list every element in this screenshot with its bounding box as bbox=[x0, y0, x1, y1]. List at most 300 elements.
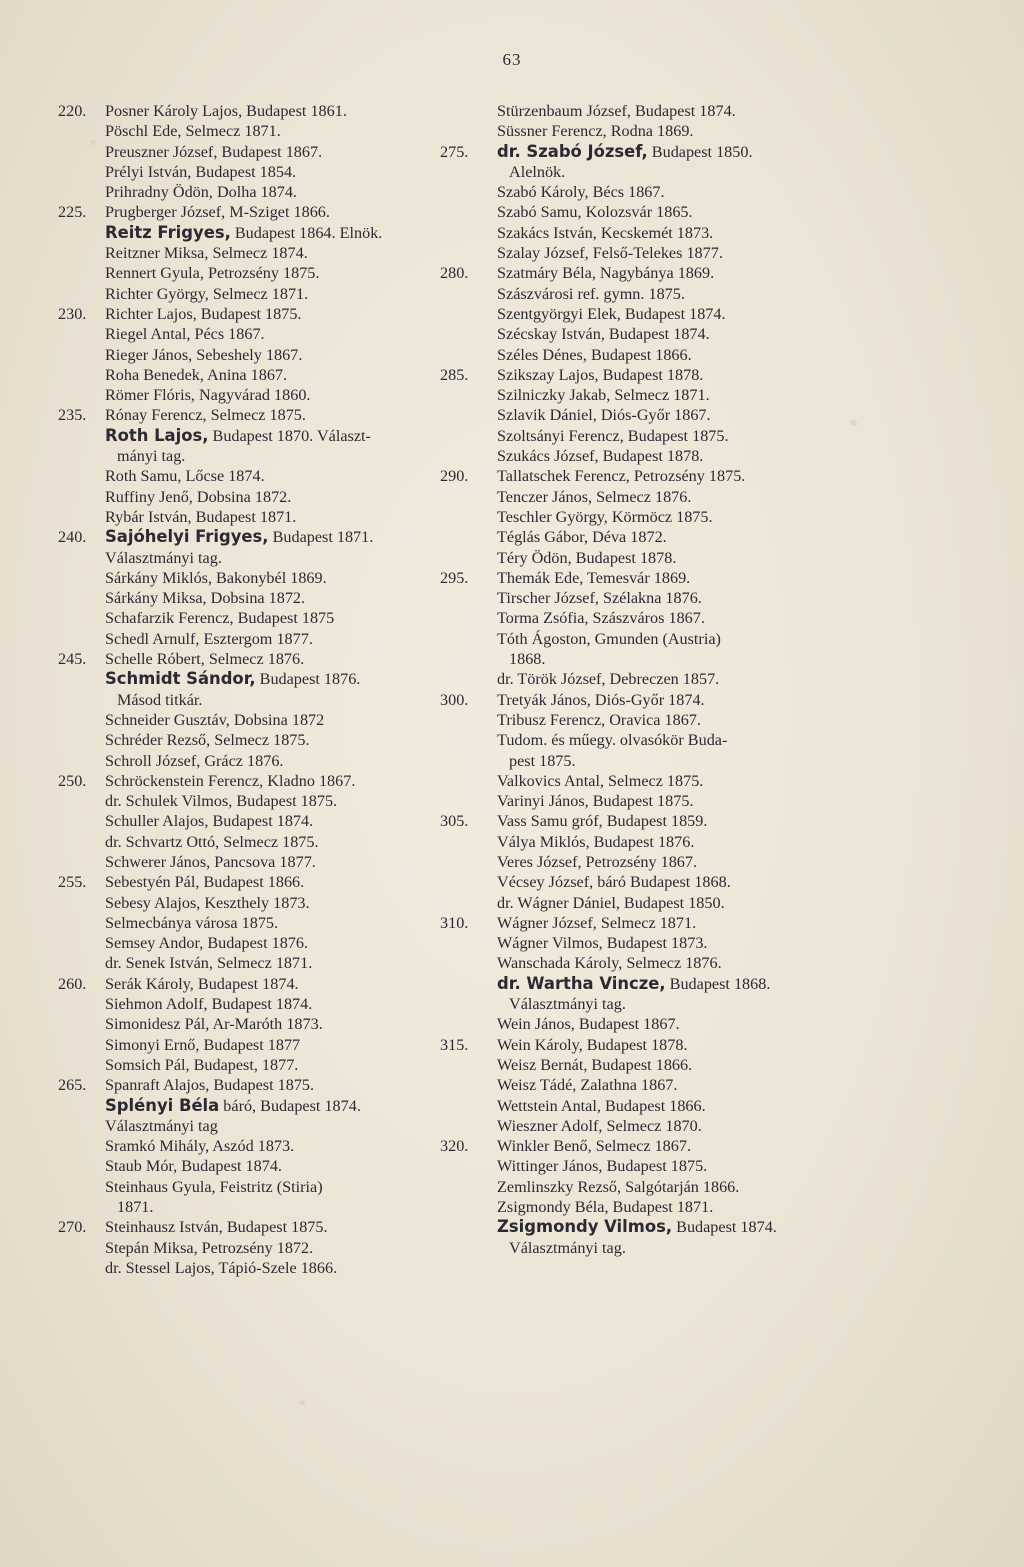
entry-text bbox=[105, 771, 355, 791]
entry-text bbox=[105, 872, 304, 892]
member-entry bbox=[440, 933, 860, 953]
officer-name: dr. Wartha Vincze, bbox=[497, 973, 666, 993]
member-entry bbox=[58, 811, 488, 831]
entry-detail: Stürzenbaum József, Budapest 1874. bbox=[497, 102, 736, 120]
member-entry bbox=[58, 568, 488, 588]
entry-text bbox=[497, 1217, 777, 1237]
entry-text bbox=[497, 771, 703, 791]
entry-number: 305. bbox=[440, 812, 469, 831]
member-entry bbox=[58, 304, 488, 324]
entry-text bbox=[497, 284, 685, 304]
entry-detail: Staub Mór, Budapest 1874. bbox=[105, 1157, 282, 1176]
entry-number: 295. bbox=[440, 568, 469, 587]
member-entry bbox=[58, 507, 488, 527]
entry-detail: Prihradny Ödön, Dolha 1874. bbox=[105, 183, 297, 202]
entry-detail: Vályа Miklós, Budapest 1876. bbox=[497, 832, 695, 851]
entry-number: 255. bbox=[58, 873, 87, 892]
entry-number: 275. bbox=[440, 142, 469, 161]
member-entry bbox=[58, 1116, 488, 1136]
entry-detail: dr. Senek István, Selmecz 1871. bbox=[105, 954, 313, 973]
member-entry bbox=[440, 548, 860, 568]
entry-detail: Tudom. és műegy. olvasókör Buda- bbox=[497, 731, 728, 750]
entry-detail: Schröckenstein Ferencz, Kladno 1867. bbox=[105, 771, 356, 790]
officer-name: dr. Szabó József, bbox=[497, 141, 648, 161]
entry-text bbox=[105, 1258, 337, 1278]
member-entry bbox=[58, 974, 488, 994]
entry-text bbox=[105, 690, 202, 710]
entry-number: 240. bbox=[58, 528, 87, 547]
entry-text bbox=[497, 263, 714, 283]
entry-text bbox=[497, 243, 723, 263]
member-entry bbox=[440, 223, 860, 243]
entry-text bbox=[497, 1035, 688, 1055]
member-entry bbox=[440, 1055, 860, 1075]
entry-text bbox=[105, 588, 305, 608]
member-entry bbox=[440, 466, 860, 486]
member-entry bbox=[440, 669, 860, 689]
member-entry bbox=[440, 1177, 860, 1197]
member-entry bbox=[440, 507, 860, 527]
entry-detail: Steinhausz István, Budapest 1875. bbox=[105, 1218, 328, 1237]
member-entry bbox=[440, 811, 860, 831]
entry-text bbox=[497, 994, 626, 1014]
entry-text bbox=[105, 223, 382, 243]
entry-detail: Másod titkár. bbox=[117, 690, 203, 709]
entry-number: 300. bbox=[440, 690, 469, 709]
entry-detail: Tóth Ágoston, Gmunden (Austria) bbox=[497, 629, 721, 648]
entry-detail: Szatmáry Béla, Nagybánya 1869. bbox=[497, 264, 715, 283]
member-entry bbox=[440, 1217, 860, 1237]
entry-detail: Szlavik Dániel, Diós-Győr 1867. bbox=[497, 406, 711, 425]
entry-detail: Téglás Gábor, Déva 1872. bbox=[497, 528, 667, 547]
entry-text bbox=[497, 811, 707, 831]
entry-detail: Szabó Samu, Kolozsvár 1865. bbox=[497, 203, 693, 222]
entry-number: 220. bbox=[58, 102, 87, 120]
entry-detail: dr. Schulek Vilmos, Budapest 1875. bbox=[105, 792, 338, 811]
member-entry bbox=[440, 162, 860, 182]
entry-text bbox=[497, 507, 713, 527]
entry-detail: Wieszner Adolf, Selmecz 1870. bbox=[497, 1116, 702, 1135]
entry-text bbox=[105, 649, 304, 669]
entry-detail: Schwerer János, Pancsova 1877. bbox=[105, 852, 316, 871]
entry-text bbox=[105, 933, 308, 953]
entry-text bbox=[497, 304, 726, 324]
entry-text bbox=[497, 953, 722, 973]
member-entry bbox=[58, 1096, 488, 1116]
entry-text bbox=[105, 730, 310, 750]
member-entry bbox=[58, 771, 488, 791]
entry-number: 290. bbox=[440, 467, 469, 486]
member-entry bbox=[440, 629, 860, 649]
entry-detail: Sárkány Miksa, Dobsina 1872. bbox=[105, 589, 306, 608]
entry-text bbox=[497, 629, 721, 649]
member-list-left-column bbox=[58, 101, 488, 1278]
member-entry bbox=[58, 1217, 488, 1237]
member-entry bbox=[58, 1055, 488, 1075]
entry-number: 225. bbox=[58, 203, 87, 222]
entry-detail: Süssner Ferencz, Rodna 1869. bbox=[497, 122, 694, 141]
entry-detail: Zemlinszky Rezső, Salgótarján 1866. bbox=[497, 1177, 740, 1196]
entry-text bbox=[105, 913, 278, 933]
entry-text bbox=[105, 974, 299, 994]
entry-text bbox=[497, 791, 693, 811]
member-entry bbox=[58, 730, 488, 750]
entry-detail: Szentgyörgyi Elek, Budapest 1874. bbox=[497, 304, 726, 323]
entry-detail: Wittinger János, Budapest 1875. bbox=[497, 1157, 708, 1176]
entry-text bbox=[497, 1075, 677, 1095]
entry-text bbox=[497, 852, 697, 872]
entry-detail: Selmecbánya városa 1875. bbox=[105, 913, 279, 932]
member-entry bbox=[440, 974, 860, 994]
entry-detail: Prugberger József, M-Sziget 1866. bbox=[105, 203, 330, 222]
entry-text bbox=[497, 182, 665, 202]
member-entry bbox=[58, 426, 488, 446]
entry-detail: Budapest 1850. bbox=[647, 142, 753, 161]
entry-detail: Szakács István, Kecskemét 1873. bbox=[497, 223, 714, 242]
entry-detail: Wein János, Budapest 1867. bbox=[497, 1015, 680, 1034]
member-entry bbox=[440, 142, 860, 162]
entry-text bbox=[105, 345, 302, 365]
member-entry bbox=[440, 121, 860, 141]
member-entry bbox=[58, 446, 488, 466]
entry-text bbox=[105, 466, 265, 486]
entry-detail: Sárkány Miklós, Bakonybél 1869. bbox=[105, 568, 327, 587]
entry-number: 285. bbox=[440, 365, 469, 384]
member-entry bbox=[440, 1096, 860, 1116]
entry-detail: Szilniczky Jakab, Selmecz 1871. bbox=[497, 386, 710, 405]
entry-text bbox=[497, 933, 707, 953]
entry-text bbox=[105, 568, 327, 588]
member-entry bbox=[58, 466, 488, 486]
member-entry bbox=[58, 1014, 488, 1034]
entry-detail: Szalay József, Felső-Telekes 1877. bbox=[497, 244, 723, 263]
member-entry bbox=[58, 953, 488, 973]
entry-text bbox=[105, 527, 373, 547]
entry-detail: dr. Stessel Lajos, Tápió-Szele 1866. bbox=[105, 1258, 338, 1277]
entry-text bbox=[105, 1014, 323, 1034]
entry-text bbox=[105, 405, 306, 425]
entry-text bbox=[497, 426, 729, 446]
entry-detail: Schréder Rezső, Selmecz 1875. bbox=[105, 731, 310, 750]
entry-detail: Rennert Gyula, Petrozsény 1875. bbox=[105, 264, 320, 283]
entry-detail: Tenczer János, Selmecz 1876. bbox=[497, 487, 692, 506]
entry-text bbox=[105, 629, 313, 649]
entry-detail: Rieger János, Sebeshely 1867. bbox=[105, 345, 303, 364]
officer-name: Sajóhelyi Frigyes, bbox=[105, 527, 269, 547]
entry-detail: Választmányi tag bbox=[105, 1116, 218, 1135]
entry-detail: Veres József, Petrozsény 1867. bbox=[497, 852, 698, 871]
member-entry bbox=[440, 852, 860, 872]
entry-detail: Schuller Alajos, Budapest 1874. bbox=[105, 812, 314, 831]
member-entry bbox=[440, 568, 860, 588]
member-entry bbox=[58, 405, 488, 425]
entry-detail: Spanraft Alajos, Budapest 1875. bbox=[105, 1076, 315, 1095]
officer-name: Splényi Béla bbox=[105, 1095, 220, 1115]
member-list-right-column bbox=[440, 101, 860, 1258]
member-entry bbox=[440, 263, 860, 283]
entry-detail: Wanschada Károly, Selmecz 1876. bbox=[497, 954, 722, 973]
member-entry bbox=[58, 852, 488, 872]
entry-text bbox=[105, 994, 312, 1014]
entry-text bbox=[105, 446, 185, 466]
entry-detail: Vécsey József, báró Budapest 1868. bbox=[497, 873, 731, 892]
member-entry bbox=[440, 1035, 860, 1055]
member-entry bbox=[58, 1075, 488, 1095]
member-entry bbox=[58, 690, 488, 710]
entry-text bbox=[105, 365, 287, 385]
entry-text bbox=[497, 1177, 739, 1197]
entry-detail: Roha Benedek, Anina 1867. bbox=[105, 365, 288, 384]
entry-text bbox=[105, 426, 371, 446]
entry-text bbox=[105, 142, 322, 162]
entry-detail: mányi tag. bbox=[117, 447, 186, 466]
officer-name: Roth Lajos, bbox=[105, 425, 209, 445]
entry-text bbox=[497, 548, 676, 568]
entry-text bbox=[105, 1096, 361, 1116]
member-entry bbox=[58, 142, 488, 162]
entry-text bbox=[497, 1055, 692, 1075]
entry-detail: Szécskay István, Budapest 1874. bbox=[497, 325, 710, 344]
entry-text bbox=[105, 791, 337, 811]
entry-detail: Wágner Vilmos, Budapest 1873. bbox=[497, 934, 708, 953]
entry-text bbox=[497, 365, 703, 385]
member-entry bbox=[58, 284, 488, 304]
entry-text bbox=[105, 263, 319, 283]
entry-text bbox=[105, 710, 324, 730]
member-entry bbox=[58, 1136, 488, 1156]
entry-detail: dr. Wágner Dániel, Budapest 1850. bbox=[497, 893, 725, 912]
entry-number: 250. bbox=[58, 771, 87, 790]
entry-detail: dr. Schvartz Ottó, Selmecz 1875. bbox=[105, 832, 319, 851]
entry-text bbox=[497, 1238, 626, 1258]
member-entry bbox=[58, 324, 488, 344]
entry-text bbox=[497, 101, 736, 121]
entry-detail: Tretyák János, Diós-Győr 1874. bbox=[497, 690, 705, 709]
entry-text bbox=[105, 893, 310, 913]
entry-detail: Schelle Róbert, Selmecz 1876. bbox=[105, 650, 305, 669]
entry-detail: Simonyi Ernő, Budapest 1877 bbox=[105, 1035, 301, 1054]
entry-detail: Zsigmondy Béla, Budapest 1871. bbox=[497, 1198, 714, 1217]
member-entry bbox=[440, 771, 860, 791]
entry-detail: Szoltsányi Ferencz, Budapest 1875. bbox=[497, 426, 729, 445]
entry-number: 260. bbox=[58, 974, 87, 993]
member-entry bbox=[440, 751, 860, 771]
entry-detail: Weisz Tádé, Zalathna 1867. bbox=[497, 1076, 678, 1095]
officer-name: Zsigmondy Vilmos, bbox=[497, 1217, 673, 1237]
entry-text bbox=[497, 223, 713, 243]
entry-text bbox=[497, 405, 711, 425]
entry-detail: Siehmon Adolf, Budapest 1874. bbox=[105, 995, 313, 1014]
entry-text bbox=[105, 1116, 218, 1136]
member-entry bbox=[58, 345, 488, 365]
member-entry bbox=[58, 913, 488, 933]
member-entry bbox=[440, 1156, 860, 1176]
entry-text bbox=[105, 243, 308, 263]
entry-detail: Budapest 1871. bbox=[268, 528, 374, 547]
entry-detail: Richter György, Selmecz 1871. bbox=[105, 284, 309, 303]
entry-text bbox=[497, 974, 770, 994]
member-entry bbox=[440, 1014, 860, 1034]
entry-number: 315. bbox=[440, 1035, 469, 1054]
entry-text bbox=[105, 953, 312, 973]
member-entry bbox=[58, 101, 488, 121]
entry-text bbox=[497, 446, 703, 466]
entry-detail: Somsich Pál, Budapest, 1877. bbox=[105, 1055, 299, 1074]
entry-text bbox=[497, 162, 565, 182]
paper-speck bbox=[300, 1400, 305, 1405]
entry-text bbox=[497, 893, 725, 913]
entry-text bbox=[497, 527, 667, 547]
entry-detail: Schedl Arnulf, Esztergom 1877. bbox=[105, 629, 313, 648]
entry-number: 245. bbox=[58, 650, 87, 669]
member-entry bbox=[58, 893, 488, 913]
member-entry bbox=[58, 487, 488, 507]
member-entry bbox=[58, 223, 488, 243]
entry-detail: Alelnök. bbox=[509, 162, 566, 181]
entry-detail: Budapest 1876. bbox=[255, 670, 361, 689]
member-entry bbox=[440, 913, 860, 933]
member-entry bbox=[440, 385, 860, 405]
entry-text bbox=[497, 608, 705, 628]
entry-number: 265. bbox=[58, 1076, 87, 1095]
member-entry bbox=[58, 669, 488, 689]
entry-detail: Széles Dénes, Budapest 1866. bbox=[497, 345, 692, 364]
member-entry bbox=[440, 243, 860, 263]
entry-detail: Themák Ede, Temesvár 1869. bbox=[497, 568, 691, 587]
entry-detail: 1868. bbox=[509, 650, 546, 669]
entry-detail: Tallatschek Ferencz, Petrozsény 1875. bbox=[497, 467, 746, 486]
entry-detail: Budapest 1864. Elnök. bbox=[230, 223, 383, 242]
member-entry bbox=[58, 629, 488, 649]
entry-text bbox=[497, 872, 731, 892]
entry-text bbox=[105, 811, 313, 831]
member-entry bbox=[58, 202, 488, 222]
entry-detail: Tirscher József, Szélakna 1876. bbox=[497, 589, 702, 608]
entry-detail: Varinyi János, Budapest 1875. bbox=[497, 792, 694, 811]
entry-detail: Választmányi tag. bbox=[509, 1238, 626, 1257]
entry-detail: Weisz Bernát, Budapest 1866. bbox=[497, 1055, 693, 1074]
entry-detail: Vass Samu gróf, Budapest 1859. bbox=[497, 812, 708, 831]
member-entry bbox=[440, 953, 860, 973]
entry-text bbox=[105, 1075, 314, 1095]
entry-detail: Semsey Andor, Budapest 1876. bbox=[105, 934, 309, 953]
member-entry bbox=[58, 1035, 488, 1055]
member-entry bbox=[440, 1238, 860, 1258]
member-entry bbox=[58, 385, 488, 405]
entry-text bbox=[105, 1055, 298, 1075]
member-entry bbox=[440, 101, 860, 121]
entry-detail: Sebesy Alajos, Keszthely 1873. bbox=[105, 893, 310, 912]
entry-text bbox=[105, 669, 360, 689]
entry-detail: Roth Samu, Lőcse 1874. bbox=[105, 467, 265, 486]
entry-text bbox=[497, 568, 690, 588]
entry-text bbox=[497, 669, 719, 689]
entry-text bbox=[497, 832, 694, 852]
entry-text bbox=[105, 1035, 300, 1055]
entry-detail: Szikszay Lajos, Budapest 1878. bbox=[497, 365, 704, 384]
member-entry bbox=[58, 994, 488, 1014]
member-entry bbox=[58, 649, 488, 669]
entry-text bbox=[497, 487, 691, 507]
entry-detail: Rybár István, Budapest 1871. bbox=[105, 507, 297, 526]
entry-text bbox=[105, 1136, 294, 1156]
entry-text bbox=[105, 162, 296, 182]
entry-detail: Preuszner József, Budapest 1867. bbox=[105, 142, 323, 161]
entry-detail: Winkler Benő, Selmecz 1867. bbox=[497, 1137, 691, 1156]
entry-number: 235. bbox=[58, 406, 87, 425]
entry-detail: Riegel Antal, Pécs 1867. bbox=[105, 325, 265, 344]
entry-detail: Steinhaus Gyula, Feistritz (Stiria) bbox=[105, 1177, 323, 1196]
member-entry bbox=[440, 791, 860, 811]
entry-text bbox=[105, 1177, 323, 1197]
page-number: 63 bbox=[502, 50, 522, 69]
member-entry bbox=[440, 1136, 860, 1156]
entry-detail: Sramkó Mihály, Aszód 1873. bbox=[105, 1137, 295, 1156]
entry-detail: dr. Török József, Debreczen 1857. bbox=[497, 670, 720, 689]
entry-text bbox=[497, 1116, 702, 1136]
entry-text bbox=[105, 608, 334, 628]
entry-detail: Teschler György, Körmöcz 1875. bbox=[497, 507, 713, 526]
member-entry bbox=[440, 608, 860, 628]
member-entry bbox=[440, 649, 860, 669]
member-entry bbox=[440, 487, 860, 507]
member-entry bbox=[58, 1156, 488, 1176]
entry-detail: Prélyi István, Budapest 1854. bbox=[105, 162, 297, 181]
member-entry bbox=[58, 243, 488, 263]
entry-text bbox=[105, 1156, 282, 1176]
entry-text bbox=[497, 588, 702, 608]
entry-text bbox=[105, 101, 347, 121]
entry-detail: Wein Károly, Budapest 1878. bbox=[497, 1035, 688, 1054]
entry-detail: báró, Budapest 1874. bbox=[219, 1096, 361, 1115]
entry-detail: Választmányi tag. bbox=[105, 548, 222, 567]
entry-text bbox=[105, 1197, 153, 1217]
member-entry bbox=[58, 1258, 488, 1278]
member-entry bbox=[58, 365, 488, 385]
entry-detail: Szukács József, Budapest 1878. bbox=[497, 447, 704, 466]
entry-text bbox=[497, 202, 693, 222]
member-entry bbox=[58, 263, 488, 283]
member-entry bbox=[58, 1238, 488, 1258]
entry-detail: Téry Ödön, Budapest 1878. bbox=[497, 548, 677, 567]
member-entry bbox=[58, 1177, 488, 1197]
member-entry bbox=[440, 426, 860, 446]
member-entry bbox=[440, 182, 860, 202]
entry-detail: Budapest 1870. Választ- bbox=[208, 426, 371, 445]
entry-detail: Schneider Gusztáv, Dobsina 1872 bbox=[105, 710, 325, 729]
entry-detail: Szászvárosi ref. gymn. 1875. bbox=[497, 284, 685, 303]
entry-text bbox=[497, 1136, 691, 1156]
member-entry bbox=[58, 588, 488, 608]
entry-text bbox=[497, 913, 696, 933]
entry-text bbox=[497, 1156, 707, 1176]
entry-detail: Valkovics Antal, Selmecz 1875. bbox=[497, 771, 704, 790]
entry-text bbox=[105, 487, 291, 507]
entry-text bbox=[497, 1197, 713, 1217]
member-entry bbox=[440, 1075, 860, 1095]
member-entry bbox=[440, 405, 860, 425]
entry-detail: Sebestyén Pál, Budapest 1866. bbox=[105, 873, 305, 892]
entry-text bbox=[105, 182, 297, 202]
entry-detail: Pöschl Ede, Selmecz 1871. bbox=[105, 122, 281, 141]
entry-detail: Szabó Károly, Bécs 1867. bbox=[497, 183, 665, 202]
entry-text bbox=[497, 1096, 706, 1116]
officer-name: Reitz Frigyes, bbox=[105, 222, 231, 242]
member-entry bbox=[58, 182, 488, 202]
entry-number: 280. bbox=[440, 264, 469, 283]
entry-detail: Stepán Miksa, Petrozsény 1872. bbox=[105, 1238, 314, 1257]
entry-detail: Budapest 1874. bbox=[672, 1218, 777, 1237]
